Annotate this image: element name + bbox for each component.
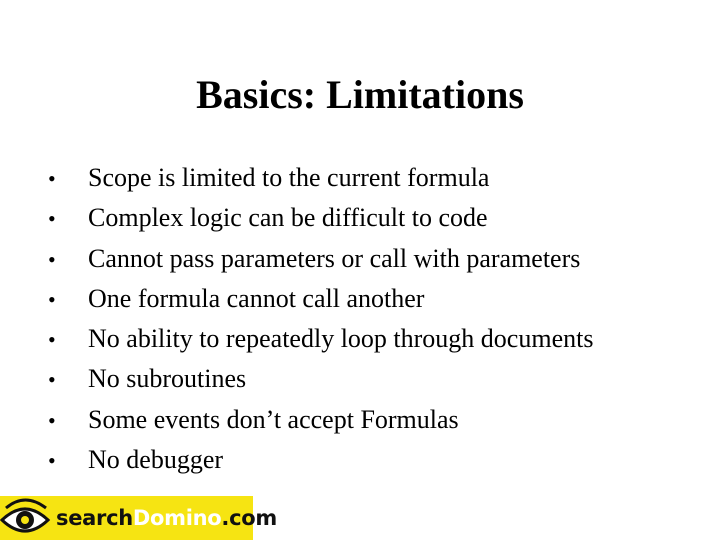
- bullet-symbol: •: [48, 407, 56, 433]
- bullet-symbol: •: [48, 166, 56, 191]
- list-item: [48, 239, 593, 279]
- list-item: [48, 400, 593, 440]
- bullet-text: No ability to repeatedly loop through documents: [88, 324, 594, 354]
- bullet-list: [48, 158, 593, 480]
- bullet-text: One formula cannot call another: [88, 283, 425, 313]
- eye-icon: [0, 496, 50, 540]
- logo-wordmark: [50, 496, 277, 540]
- bullet-symbol: •: [48, 286, 56, 312]
- list-item: [48, 319, 593, 359]
- bullet-text: No debugger: [88, 445, 224, 475]
- logo-text-com: .com: [221, 506, 277, 530]
- list-item: [48, 279, 593, 319]
- list-item: [48, 440, 593, 480]
- bullet-symbol: •: [48, 246, 56, 272]
- list-item: [48, 158, 593, 198]
- bullet-symbol: •: [48, 448, 56, 474]
- bullet-text: Cannot pass parameters or call with parameters: [88, 243, 581, 273]
- search-domino-logo[interactable]: [0, 496, 277, 540]
- bullet-symbol: •: [48, 206, 56, 232]
- bullet-symbol: •: [48, 367, 56, 393]
- logo-text-domino: Domino: [132, 506, 222, 530]
- bullet-text: Complex logic can be difficult to code: [88, 203, 488, 233]
- bullet-text: Scope is limited to the current formula: [88, 163, 490, 192]
- list-item: [48, 198, 593, 238]
- logo-text-search: search: [56, 506, 133, 530]
- bullet-text: No subroutines: [88, 364, 247, 394]
- bullet-text: Some events don’t accept Formulas: [88, 404, 459, 434]
- slide-title: Basics: Limitations: [196, 72, 524, 117]
- bullet-symbol: •: [48, 327, 56, 353]
- list-item: [48, 359, 593, 399]
